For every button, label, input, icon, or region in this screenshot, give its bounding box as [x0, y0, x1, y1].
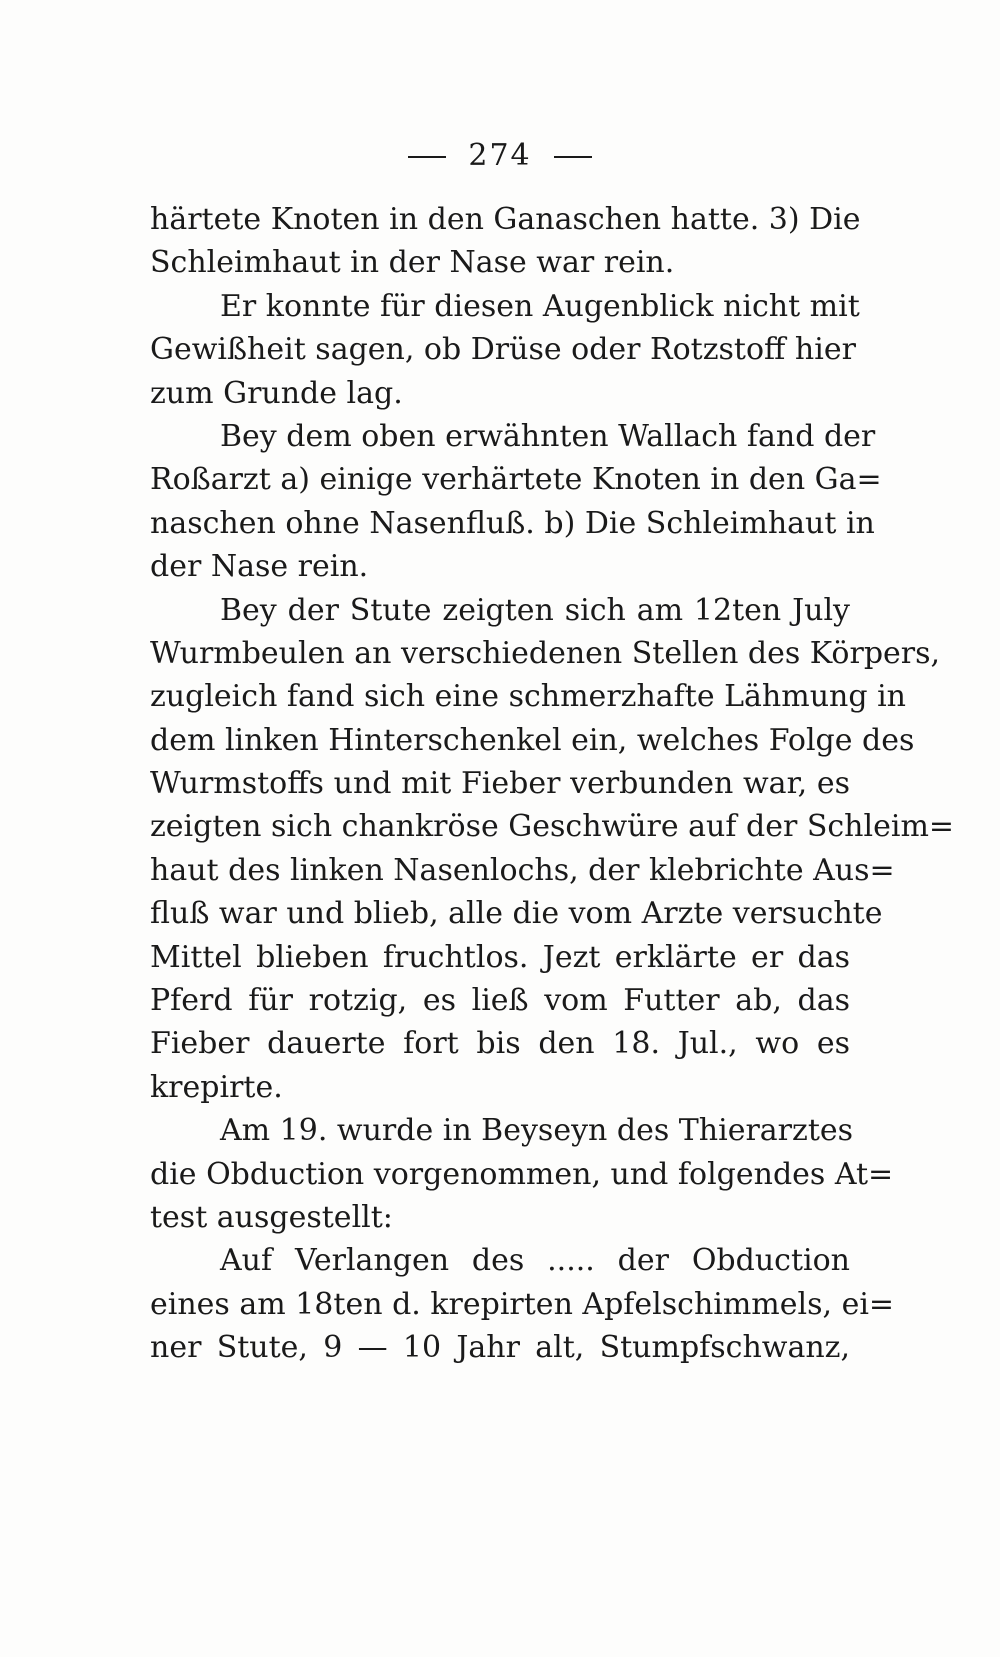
text-line: Roßarzt a) einige verhärtete Knoten in den Ga=: [150, 462, 882, 498]
text-line: zum Grunde lag.: [150, 375, 403, 411]
page-number: 274: [468, 138, 532, 173]
text-line: Wurmbeulen an verschiedenen Stellen des Körpers,: [150, 635, 941, 671]
text-line: fluß war und blieb, alle die vom Arzte versuchte: [150, 896, 883, 932]
text-line: Wurmstoffs und mit Fieber verbunden war, es: [150, 766, 850, 802]
text-line: Auf Verlangen des ..... der Obduction: [220, 1243, 850, 1279]
text-line: ner Stute, 9 — 10 Jahr alt, Stumpfschwanz,: [150, 1330, 850, 1366]
body-text: [150, 198, 955, 1370]
text-line: Bey dem oben erwähnten Wallach fand der: [220, 418, 876, 454]
text-line: die Obduction vorgenommen, und folgendes At=: [150, 1156, 894, 1192]
text-line: test ausgestellt:: [150, 1199, 393, 1235]
text-line: zeigten sich chankröse Geschwüre auf der Schleim=: [150, 809, 955, 845]
text-line: krepirte.: [150, 1069, 283, 1105]
text-line: Bey der Stute zeigten sich am 12ten July: [220, 592, 850, 628]
text-line: Er konnte für diesen Augenblick nicht mit: [220, 288, 860, 324]
page-header: [0, 138, 1000, 173]
text-line: eines am 18ten d. krepirten Apfelschimmels, ei=: [150, 1286, 895, 1322]
text-line: Fieber dauerte fort bis den 18. Jul., wo es: [150, 1026, 850, 1062]
text-line: haut des linken Nasenlochs, der klebrichte Aus=: [150, 852, 895, 888]
text-line: Am 19. wurde in Beyseyn des Thierarztes: [220, 1113, 854, 1149]
header-dash-left: [408, 156, 446, 158]
text-line: naschen ohne Nasenfluß. b) Die Schleimhaut in: [150, 505, 875, 541]
text-line: Schleimhaut in der Nase war rein.: [150, 245, 675, 281]
text-line: Pferd für rotzig, es ließ vom Futter ab, das: [150, 983, 850, 1019]
text-line: der Nase rein.: [150, 549, 369, 585]
text-line: zugleich fand sich eine schmerzhafte Lähmung in: [150, 679, 906, 715]
text-line: Gewißheit sagen, ob Drüse oder Rotzstoff hier: [150, 332, 856, 368]
text-line: Mittel blieben fruchtlos. Jezt erklärte er das: [150, 939, 850, 975]
text-line: härtete Knoten in den Ganaschen hatte. 3) Die: [150, 202, 861, 237]
header-dash-right: [554, 156, 592, 158]
text-line: dem linken Hinterschenkel ein, welches Folge des: [150, 722, 915, 758]
